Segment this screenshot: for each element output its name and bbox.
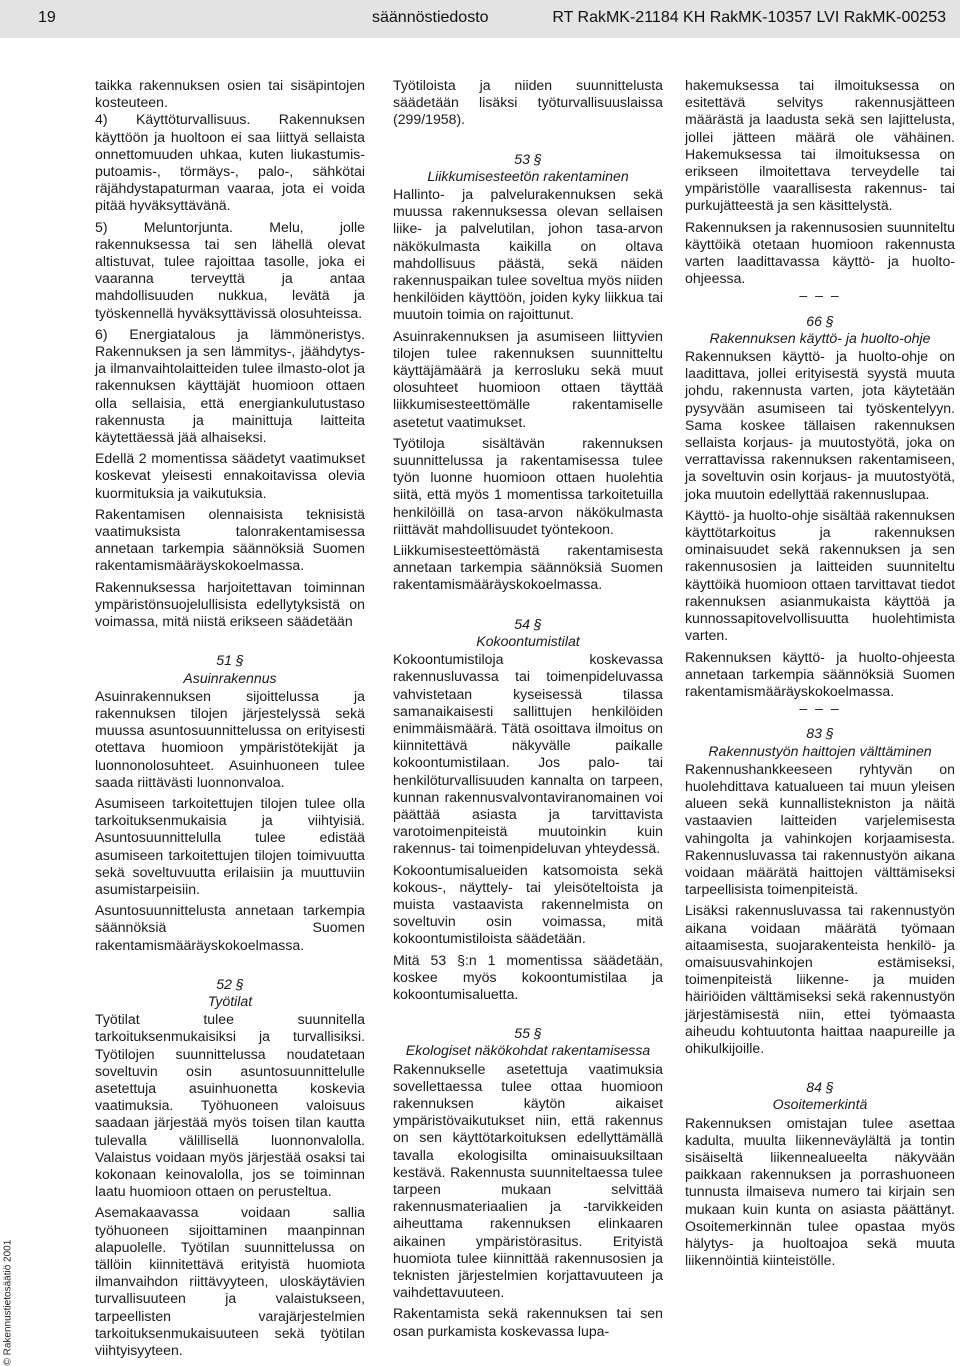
paragraph: taikka rakennuksen osien tai sisäpintojen kosteuteen.: [95, 77, 365, 111]
section-number: 66 §: [806, 312, 834, 329]
paragraph: Työtilat tulee suunnitella tarkoituksenmukaisiksi ja turvallisiksi. Työtilojen suunnittelussa noudatetaan soveltuvin osin asuntosuunnittelulle asetettuja asuinhuonetta koskevia vaatimuksia. Työhuoneen valoisuus saadaan järjestää myös toisen tilan kautta tulevalla välillisellä luonnonvalolla. Valaistus voidaan myös järjestää osaksi tai kokonaan keinovalolla, jos se toiminnan laatu huomioon ottaen on perusteltua.: [95, 1011, 365, 1200]
copyright-side-note: © Rakennustietosäätiö 2001: [2, 1239, 14, 1366]
paragraph: Asemakaavassa voidaan sallia työhuoneen sijoittaminen maanpinnan alapuolelle. Työtilan suunnittelussa on tällöin kiinnitettävä erityistä huomiota ilmanvaihdon riittävyyteen, uloskäytävien turvallisuuteen ja valaistukseen, tarpeellisten varajärjestelmien tarkoituksenmukaisuuteen sekä työtilan viihtyisyyteen.: [95, 1204, 365, 1359]
paragraph: Rakennukselle asetettuja vaatimuksia sovellettaessa tulee ottaa huomioon rakennuksen käytön aikaiset ympäristövaikutukset niin, että rakennus on sen käyttötarkoituksen edellyttämällä tavalla ekologisilta ominaisuuksiltaan kestävä. Rakennusta suunniteltaessa tulee tarpeen mukaan selvittää rakennusmateriaalien ja -tarvikkeiden aiheuttama rakennuksen elinkaaren aikainen ympäristörasitus. Erityistä huomiota tulee kiinnittää rakennusosien ja teknisten järjestelmien korjattavuuteen ja vaihdettavuuteen.: [393, 1060, 663, 1301]
omission-dashes: – – –: [799, 700, 841, 717]
section-number: 53 §: [514, 150, 542, 167]
section-number: 51 §: [216, 652, 244, 669]
paragraph: 6) Energiatalous ja lämmöneristys. Rakennuksen ja sen lämmitys-, jäähdytys- ja ilmanvaihtolaitteiden tulee ilmasto-olot ja rakennuksen käyttäjät huomioon ottaen olla sellaisia, että energiankulutustaso rakennusta ja mainittuja laitteita käytettäessä jää alhaiseksi.: [95, 325, 365, 446]
paragraph: Käyttö- ja huolto-ohje sisältää rakennuksen käyttötarkoitus ja rakennuksen ominaisuudet sekä rakennuksen ja sen rakennusosien ja laitteiden suunniteltu käyttöikä huomioon ottaen tarvittavat tiedot rakennuksen asianmukaista käyttöä ja kunnossapitovelvollisuutta huolehtimista varten.: [685, 506, 955, 644]
paragraph: Kokoontumistiloja koskevassa rakennusluvassa tai toimenpideluvassa vahvistetaan kyseisessä tilassa samanaikaisesti sallittujen henkilöiden enimmäismäärä. Tätä osoittava ilmoitus on kiinnitettävä näkyvälle paikalle kokoontumistilaan. Jos palo- tai henkilöturvallisuuden kannalta on tarpeen, kunnan rakennusvalvontaviranomainen voi päättää asiasta ja tarvittavista varotoimenpiteistä muutoinkin kuin rakennus- tai toimenpideluvan yhteydessä.: [393, 651, 663, 857]
page-header: [0, 0, 960, 38]
paragraph: 4) Käyttöturvallisuus. Rakennuksen käyttöön ja huoltoon ei saa liittyä sellaista onnettomuuden uhkaa, kuten liukastumis- putoamis-, törmäys-, palo-, sähkötai räjähdystapaturman vaaraa, jota ei voida pitää hyväksyttävänä.: [95, 111, 365, 214]
paragraph: Edellä 2 momentissa säädetyt vaatimukset koskevat yleisesti ennakoitavissa olevia kuormituksia ja vaikutuksia.: [95, 450, 365, 501]
paragraph: Mitä 53 §:n 1 momentissa säädetään, koskee myös kokoontumistilaa ja kokoontumisaluetta.: [393, 951, 663, 1002]
section-title: Liikkumisesteetön rakentaminen: [427, 167, 629, 184]
section-title: Rakennuksen käyttö- ja huolto-ohje: [709, 329, 931, 346]
paragraph: Hallinto- ja palvelurakennuksen sekä muussa rakennuksessa olevan sellaisen liike- ja palvelutilan, johon tasa-arvon näkökulmasta kaikilla on oltava mahdollisuus päästä, sekä näiden rakennuspaikan tulee soveltua myös niiden henkilöiden käyttöön, joiden kyky liikkua tai muutoin toimia on rajoittunut.: [393, 186, 663, 323]
page-number: 19: [38, 9, 56, 26]
text-column-2: [393, 77, 663, 1340]
section-number: 54 §: [514, 615, 542, 632]
paragraph: Asuntosuunnittelusta annetaan tarkempia säännöksiä Suomen rakentamismääräyskokoelmassa.: [95, 902, 365, 953]
paragraph: Asumiseen tarkoitettujen tilojen tulee olla tarkoituksenmukaisia ja viihtyisiä. Asuntosuunnittelulla tulee edistää asumiseen tarkoitettujen tilojen toimivuutta sekä soveltuvuutta erilaisiin ja muuttuviin asumistarpeisiin.: [95, 794, 365, 897]
paragraph: hakemuksessa tai ilmoituksessa on esitettävä selvitys rakennusjätteen määrästä ja laadusta sekä sen lajittelusta, jollei jätteen määrä ole vähäinen. Hakemuksessa tai ilmoituksessa on erikseen ilmoitettava terveydelle tai ympäristölle vaarallisesta rakennus- tai purkujätteestä ja sen käsittelystä.: [685, 77, 955, 214]
section-number: 84 §: [806, 1079, 834, 1096]
section-title: Ekologiset näkökohdat rakentamisessa: [405, 1042, 651, 1059]
section-title: Työtilat: [207, 992, 253, 1009]
paragraph: Rakennuksen omistajan tulee asettaa kadulta, muulta liikenneväylältä ja tontin sisäiseltä liikennealueelta näkyvään paikkaan rakennuksen ja porrashuoneen tunnusta ilmaiseva numero tai kirjain sen mukaan kuin kunta on asiasta päättänyt. Osoitemerkinnän tulee opastaa myös hälytys- ja huoltoajoa sekä muuta liikennöintiä kiinteistölle.: [685, 1114, 955, 1269]
section-number: 52 §: [216, 975, 244, 992]
paragraph: Asuinrakennuksen sijoittelussa ja rakennuksen tilojen järjestelyssä sekä muussa asuntosuunnittelussa on erityisesti otettava huomioon ympäristötekijät ja luonnonolosuhteet. Asuinhuoneen tulee saada riittävästi luonnonvaloa.: [95, 687, 365, 790]
paragraph: Työtiloja sisältävän rakennuksen suunnittelussa ja rakentamisessa tulee työn luonne huomioon ottaen huolehtia siitä, että myös 1 momentissa tarkoitetuilla henkilöillä on tasa-arvon näkökulmasta riittävät mahdollisuudet työntekoon.: [393, 434, 663, 537]
section-title: Rakennustyön haittojen välttäminen: [708, 742, 932, 759]
paragraph: Liikkumisesteettömästä rakentamisesta annetaan tarkempia säännöksiä Suomen rakentamismääräyskokoelmassa.: [393, 542, 663, 593]
paragraph: 5) Meluntorjunta. Melu, jolle rakennuksessa tai sen lähellä olevat altistuvat, tulee rajoittaa tasolle, joka ei vaaranna terveyttä ja antaa mahdollisuuden nukkua, levätä ja työskennellä hyväksyttävissä olosuhteissa.: [95, 218, 365, 321]
document-reference: RT RakMK-21184 KH RakMK-10357 LVI RakMK-00253: [552, 9, 946, 26]
section-title: Osoitemerkintä: [772, 1096, 868, 1113]
paragraph: Rakentamista sekä rakennuksen tai sen osan purkamista koskevassa lupa-: [393, 1305, 663, 1339]
paragraph: Rakennuksen ja rakennusosien suunniteltu käyttöikä otetaan huomioon rakennusta varten laadittavassa käyttö- ja huolto-ohjeessa.: [685, 218, 955, 287]
paragraph: Kokoontumisalueiden katsomoista sekä kokous-, näyttely- tai yleisöteltoista ja muista vastaavista rakennelmista on soveltuvin osin voimassa, mitä kokoontumistiloista säädetään.: [393, 861, 663, 947]
paragraph: Työtiloista ja niiden suunnittelusta säädetään lisäksi työturvallisuuslaissa (299/1958).: [393, 77, 663, 128]
paragraph: Lisäksi rakennusluvassa tai rakennustyön aikana voidaan määrätä työmaan aitaamisesta, suojarakenteista henkilö- ja omaisuusvahinkojen estämiseksi, toimenpiteistä liikenne- ja muiden häiriöiden välttämiseksi sekä rakennustyön järjestämisestä niin, ettei työmaasta aiheudu kohtuutonta haittaa naapureille ja ohikulkijoille.: [685, 902, 955, 1056]
section-number: 83 §: [806, 725, 834, 742]
paragraph: Rakennushankkeeseen ryhtyvän on huolehdittava katualueen tai muun yleisen alueen sekä kunnallistekniston ja näitä vastaavien laitteiden varjelemisesta vahingolta ja vahinkojen korjaamisesta. Rakennusluvassa tai rakennustyön aikana voidaan määrätä haittojen välttämiseksi tarpeellisista toimenpiteistä.: [685, 760, 955, 898]
paragraph: Rakennuksen käyttö- ja huolto-ohjeesta annetaan tarkempia säännöksiä Suomen rakentamismääräyskokoelmassa.: [685, 648, 955, 699]
section-label: säännöstiedosto: [372, 9, 489, 26]
section-title: Asuinrakennus: [183, 669, 277, 686]
text-column-1: [95, 77, 365, 1359]
section-number: 55 §: [514, 1025, 542, 1042]
paragraph: Rakentamisen olennaisista teknisistä vaatimuksista talonrakentamisessa annetaan tarkempia säännöksiä Suomen rakentamismääräyskokoelmassa.: [95, 505, 365, 574]
paragraph: Rakennuksessa harjoitettavan toiminnan ympäristönsuojelullisista edellytyksistä on voimassa, mitä niistä erikseen säädetään: [95, 578, 365, 630]
paragraph: Rakennuksen käyttö- ja huolto-ohje on laadittava, jollei erityisestä syystä muuta johdu, rakennusta varten, jota käytetään pysyvään asumiseen tai työskentelyyn. Sama koskee tällaisen rakennuksen sellaista korjaus- ja muutostyötä, joka on verrattavissa rakennuksen rakentamiseen, ja soveltuvin osin korjaus- ja muutostyötä, joka muutoin edellyttää rakennuslupaa.: [685, 348, 955, 502]
text-column-3: [685, 77, 955, 1269]
omission-dashes: – – –: [799, 287, 841, 304]
section-title: Kokoontumistilat: [476, 632, 580, 649]
paragraph: Asuinrakennuksen ja asumiseen liittyvien tilojen tulee rakennuksen suunnitteltu käyttäjämäärä ja kerrosluku sekä muut olosuhteet huomioon ottaen täyttää liikkumisesteettömälle rakentamiselle asetetut vaatimukset.: [393, 327, 663, 430]
